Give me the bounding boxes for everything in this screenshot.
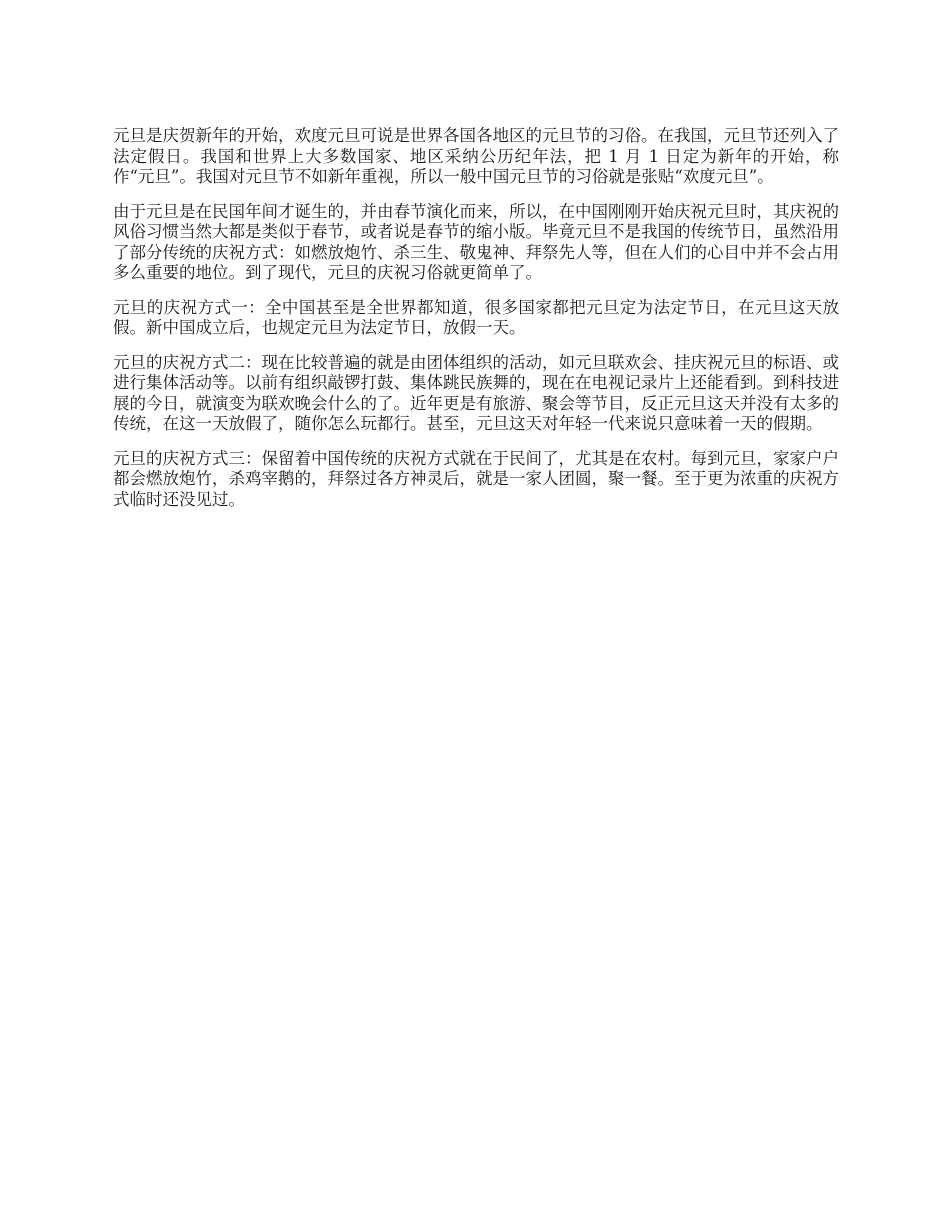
paragraph-celebration-one: 元旦的庆祝方式一：全中国甚至是全世界都知道，很多国家都把元旦定为法定节日，在元旦这天放假。新中国成立后，也规定元旦为法定节日，放假一天。 (113, 297, 839, 337)
paragraph-new-year-intro: 元旦是庆贺新年的开始，欢度元旦可说是世界各国各地区的元旦节的习俗。在我国，元旦节还列入了法定假日。我国和世界上大多数国家、地区采纳公历纪年法，把 1 月 1 日定为新年的开始，称作“元旦”。我国对元旦节不如新年重视，所以一般中国元旦节的习俗就是张贴“欢度元旦”。 (113, 126, 839, 186)
paragraph-history: 由于元旦是在民国年间才诞生的，并由春节演化而来，所以，在中国刚刚开始庆祝元旦时，其庆祝的风俗习惯当然大都是类似于春节，或者说是春节的缩小版。毕竟元旦不是我国的传统节日，虽然沿用了部分传统的庆祝方式：如燃放炮竹、杀三生、敬鬼神、拜祭先人等，但在人们的心目中并不会占用多么重要的地位。到了现代，元旦的庆祝习俗就更简单了。 (113, 201, 839, 282)
paragraph-celebration-three: 元旦的庆祝方式三：保留着中国传统的庆祝方式就在于民间了，尤其是在农村。每到元旦，家家户户都会燃放炮竹，杀鸡宰鹅的，拜祭过各方神灵后，就是一家人团圆，聚一餐。至于更为浓重的庆祝方式临时还没见过。 (113, 448, 839, 509)
paragraph-celebration-two: 元旦的庆祝方式二：现在比较普遍的就是由团体组织的活动，如元旦联欢会、挂庆祝元旦的标语、或进行集体活动等。以前有组织敲锣打鼓、集体跳民族舞的，现在在电视记录片上还能看到。到科技进展的今日，就演变为联欢晚会什么的了。近年更是有旅游、聚会等节目，反正元旦这天并没有太多的传统，在这一天放假了，随你怎么玩都行。甚至，元旦这天对年轻一代来说只意味着一天的假期。 (113, 352, 839, 433)
document-body (113, 126, 839, 524)
